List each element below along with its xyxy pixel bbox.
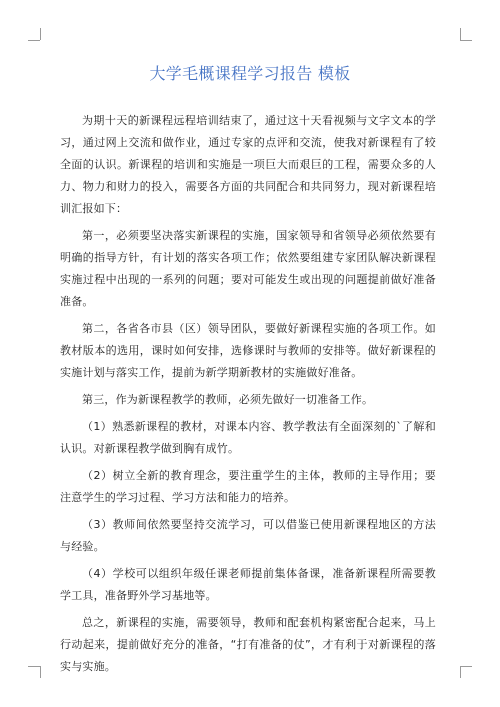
crop-mark-top-left-vertical [40,28,41,40]
crop-mark-bottom-left-horizontal [28,666,40,667]
paragraph-conclusion: 总之，新课程的实施，需要领导，教师和配套机构紧密配合起来，马上行动起来，提前做好充分的准备，“打有准备的仗”，才有利于对新课程的落实与实施。 [60,616,436,673]
crop-mark-top-right-vertical [460,28,461,40]
crop-mark-top-left-horizontal [28,40,40,41]
paragraph-item-4: （4）学校可以组织年级任课老师提前集体备课，准备新课程所需要教学工具，准备野外学习基地等。 [60,567,436,602]
crop-mark-bottom-left-vertical [40,666,41,678]
paragraph-intro: 为期十天的新课程远程培训结束了，通过这十天看视频与文字文本的学习，通过网上交流和做作业，通过专家的点评和交流，使我对新课程有了较全面的认识。新课程的培训和实施是一项巨大而艰巨的工程，需要众多的人力、物力和财力的投入，需要各方面的共同配合和共同努力，现对新课程培训汇报如下： [60,114,436,215]
crop-mark-top-right-horizontal [460,40,472,41]
document-title: 大学毛概课程学习报告 模板 [149,64,351,83]
paragraph-first: 第一，必须要坚决落实新课程的实施，国家领导和省领导必须依然要有明确的指导方针，有计划的落实各项工作；依然要组建专家团队解决新课程实施过程中出现的一系列的问题；要对可能发生或出现的问题提前做好准备准备。 [60,229,436,308]
paragraph-item-3: （3）教师间依然要坚持交流学习，可以借鉴已使用新课程地区的方法与经验。 [60,518,436,553]
paragraph-second: 第二，各省各市县（区）领导团队，要做好新课程实施的各项工作。如教材版本的选用，课时如何安排，选修课时与教师的安排等。做好新课程的实施计划与落实工作，提前为新学期新教材的实施做好准备。 [60,322,436,379]
paragraph-item-2: （2）树立全新的教育理念，要注重学生的主体，教师的主导作用；要注意学生的学习过程、学习方法和能力的培养。 [60,469,436,504]
crop-mark-bottom-right-horizontal [460,666,472,667]
document-body [60,110,436,683]
paragraph-third: 第三，作为新课程教学的教师，必须先做好一切准备工作。 [82,393,374,406]
crop-mark-bottom-right-vertical [460,666,461,678]
paragraph-item-1: （1）熟悉新课程的教材，对课本内容、教学教法有全面深刻的`了解和认识。对新课程教学做到胸有成竹。 [60,420,436,455]
